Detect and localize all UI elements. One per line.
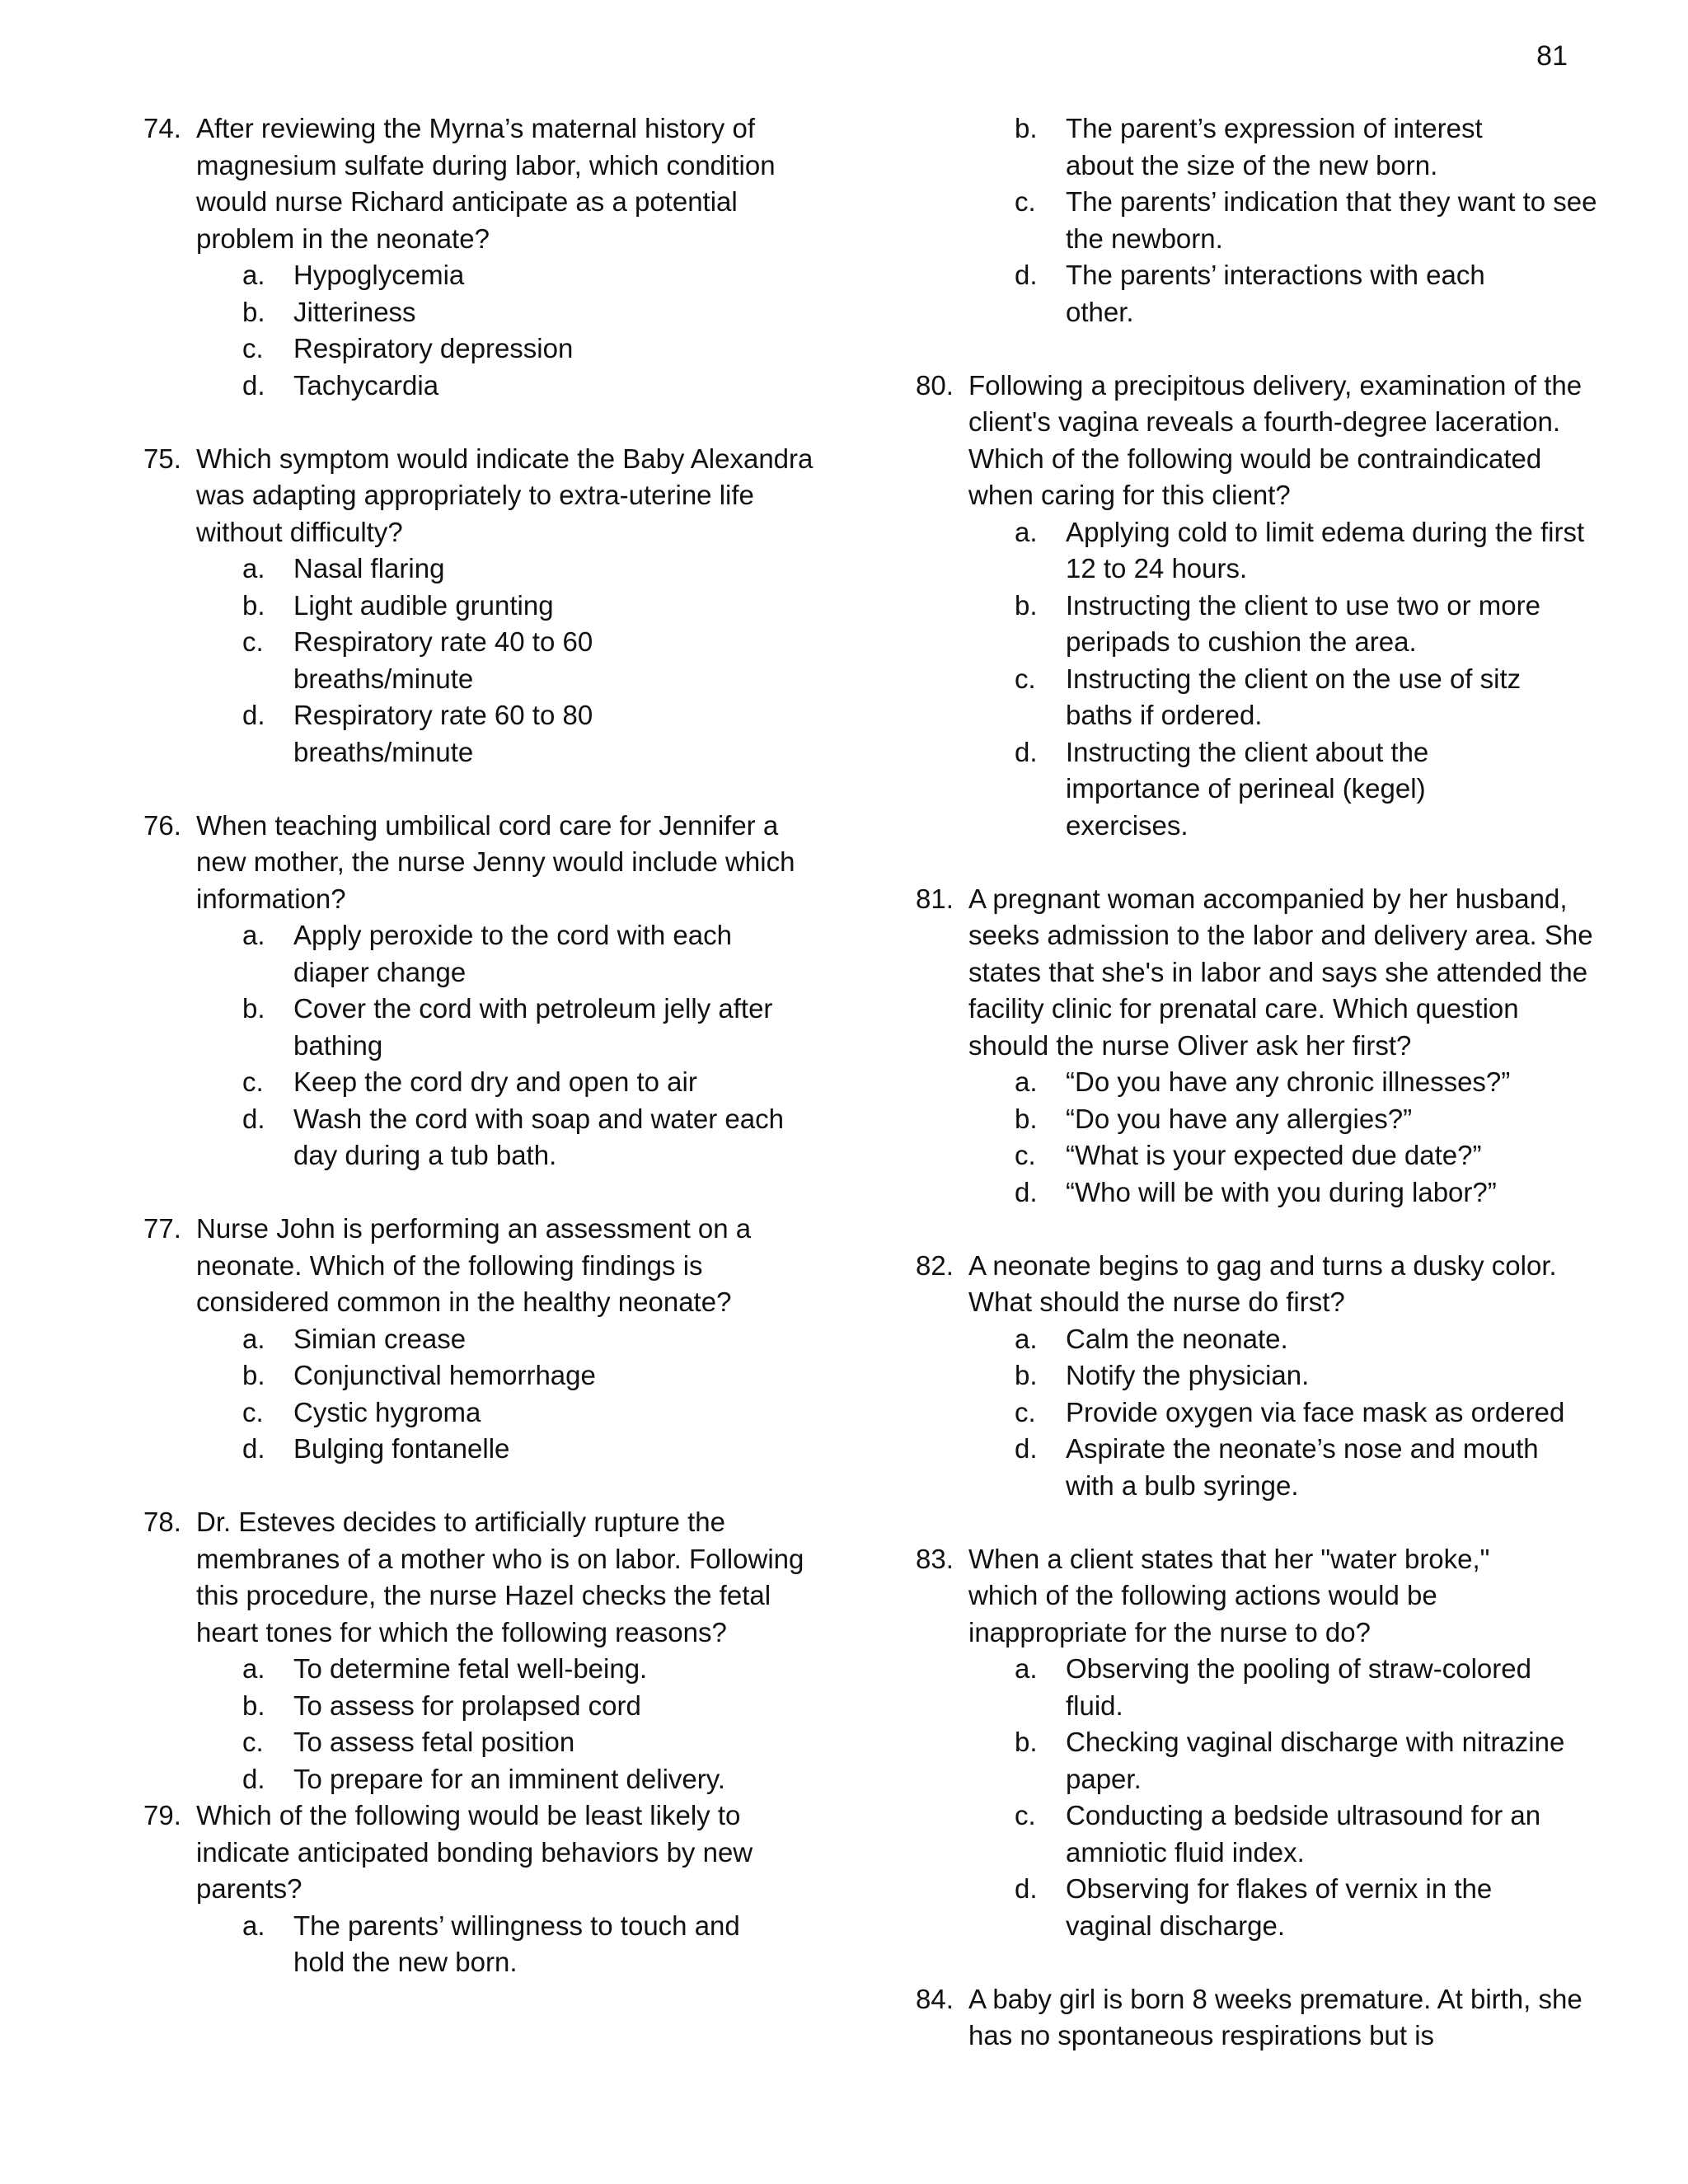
question-number: 82. — [916, 1249, 954, 1281]
question-stem: Dr. Esteves decides to artificially rupture the membranes of a mother who is on labor. Following this procedure, the nurse Hazel checks the fetal heart tones for which the following reasons? — [196, 1507, 804, 1647]
option-letter: d. — [1015, 1873, 1038, 1904]
option-letter: d. — [242, 700, 265, 730]
option-b — [916, 588, 1608, 661]
question-stem: After reviewing the Myrna’s maternal history of magnesium sulfate during labor, which condition would nurse Richard anticipate as a potential problem in the neonate? — [196, 113, 776, 254]
option-letter: c. — [242, 1396, 264, 1427]
option-text: Hypoglycemia — [293, 260, 465, 290]
option-letter: b. — [242, 1360, 265, 1390]
option-letter: a. — [242, 920, 265, 950]
option-c — [916, 184, 1608, 257]
option-text: To assess for prolapsed cord — [293, 1690, 641, 1721]
option-text: The parents’ willingness to touch and hold the new born. — [293, 1910, 740, 1977]
option-letter: b. — [1015, 589, 1038, 621]
option-text: Respiratory rate 40 to 60 breaths/minute — [293, 626, 593, 694]
question-79 — [143, 1797, 836, 1981]
question-stem: A baby girl is born 8 weeks premature. At birth, she has no spontaneous respirations but is — [968, 1983, 1582, 2050]
option-text: Calm the neonate. — [1066, 1323, 1288, 1354]
option-list — [143, 257, 836, 404]
question-82 — [916, 1248, 1608, 1505]
option-b — [143, 588, 836, 625]
option-letter: b. — [1015, 1103, 1038, 1134]
option-letter: c. — [1015, 663, 1036, 694]
option-list — [143, 551, 836, 771]
option-letter: a. — [242, 1323, 265, 1354]
question-83 — [916, 1541, 1608, 1945]
option-c — [143, 624, 836, 697]
question-stem: A pregnant woman accompanied by her husband, seeks admission to the labor and delivery area. She states that she's in labor and says she attended the facility clinic for prenatal care. Which question should the nurse Oliver ask her first? — [968, 883, 1593, 1061]
option-letter: b. — [1015, 1727, 1038, 1757]
option-letter: a. — [1015, 516, 1038, 547]
option-text: Bulging fontanelle — [293, 1433, 510, 1464]
option-d — [143, 697, 836, 771]
option-d — [916, 1431, 1608, 1504]
question-80 — [916, 368, 1608, 845]
option-d — [143, 1101, 836, 1174]
right-column — [916, 110, 1608, 2055]
option-text: Cover the cord with petroleum jelly after bathing — [293, 993, 773, 1061]
option-text: Conjunctival hemorrhage — [293, 1360, 596, 1390]
option-text: To determine fetal well-being. — [293, 1653, 648, 1684]
option-list — [916, 1064, 1608, 1211]
option-text: Provide oxygen via face mask as ordered — [1066, 1396, 1565, 1427]
option-text: Respiratory rate 60 to 80 breaths/minute — [293, 700, 593, 767]
option-a — [143, 1651, 836, 1688]
option-letter: c. — [242, 1727, 264, 1757]
option-letter: c. — [1015, 186, 1036, 217]
option-c — [916, 1797, 1608, 1871]
option-letter: d. — [1015, 736, 1038, 767]
option-text: Wash the cord with soap and water each day during a tub bath. — [293, 1103, 784, 1170]
option-text: The parents’ interactions with each other. — [1066, 260, 1485, 327]
option-letter: c. — [242, 333, 264, 363]
option-b — [143, 1357, 836, 1394]
option-letter: b. — [242, 589, 265, 621]
question-75 — [143, 441, 836, 771]
option-c — [143, 1724, 836, 1761]
option-d — [143, 1761, 836, 1798]
option-d — [143, 368, 836, 405]
option-letter: c. — [242, 1066, 264, 1097]
option-letter: a. — [242, 1910, 265, 1941]
option-d — [916, 1174, 1608, 1212]
option-text: “Do you have any chronic illnesses?” — [1066, 1066, 1511, 1097]
option-text: Instructing the client about the importance of perineal (kegel) exercises. — [1066, 736, 1429, 841]
option-text: Conducting a bedside ultrasound for an amniotic fluid index. — [1066, 1800, 1541, 1868]
option-letter: c. — [1015, 1396, 1036, 1427]
option-letter: b. — [242, 993, 265, 1024]
option-text: Apply peroxide to the cord with each diaper change — [293, 920, 732, 987]
option-letter: b. — [242, 296, 265, 327]
option-text: To prepare for an imminent delivery. — [293, 1763, 725, 1794]
option-text: Notify the physician. — [1066, 1360, 1310, 1390]
question-stem: A neonate begins to gag and turns a dusky color. What should the nurse do first? — [968, 1249, 1557, 1317]
question-stem: Following a precipitous delivery, examination of the client's vagina reveals a fourth-degree laceration. Which of the following would be contraindicated when caring for this client? — [968, 369, 1582, 510]
option-text: “What is your expected due date?” — [1066, 1140, 1482, 1170]
option-list — [916, 1651, 1608, 1944]
question-number: 84. — [916, 1983, 954, 2014]
option-c — [916, 661, 1608, 734]
option-b — [916, 1724, 1608, 1797]
option-letter: a. — [1015, 1066, 1038, 1097]
question-number: 79. — [143, 1800, 181, 1830]
option-text: Light audible grunting — [293, 589, 554, 621]
option-a — [916, 1651, 1608, 1724]
question-79-continued — [916, 110, 1608, 330]
question-number: 75. — [143, 443, 181, 474]
option-text: Applying cold to limit edema during the first 12 to 24 hours. — [1066, 516, 1585, 583]
option-list — [916, 1321, 1608, 1505]
option-text: To assess fetal position — [293, 1727, 575, 1757]
option-text: Nasal flaring — [293, 553, 445, 583]
option-letter: d. — [1015, 1433, 1038, 1464]
option-text: Simian crease — [293, 1323, 467, 1354]
question-stem: Which of the following would be least likely to indicate anticipated bonding behaviors by new parents? — [196, 1800, 753, 1904]
option-list — [143, 1321, 836, 1468]
option-letter: c. — [242, 626, 264, 657]
option-letter: d. — [1015, 1176, 1038, 1207]
option-d — [143, 1431, 836, 1468]
question-84 — [916, 1981, 1608, 2055]
option-letter: a. — [1015, 1653, 1038, 1684]
option-text: The parent’s expression of interest about the size of the new born. — [1066, 113, 1483, 180]
option-a — [143, 551, 836, 588]
option-a — [143, 1321, 836, 1358]
option-letter: d. — [242, 1433, 265, 1464]
option-a — [916, 1321, 1608, 1358]
option-b — [143, 991, 836, 1064]
option-text: “Do you have any allergies?” — [1066, 1103, 1413, 1134]
option-d — [916, 1871, 1608, 1944]
option-letter: a. — [1015, 1323, 1038, 1354]
option-text: Cystic hygroma — [293, 1396, 481, 1427]
option-text: “Who will be with you during labor?” — [1066, 1176, 1497, 1207]
question-number: 78. — [143, 1507, 181, 1537]
option-a — [916, 1064, 1608, 1101]
question-77 — [143, 1211, 836, 1468]
option-text: Tachycardia — [293, 369, 439, 401]
option-text: Checking vaginal discharge with nitrazine paper. — [1066, 1727, 1565, 1794]
option-text: Instructing the client to use two or more peripads to cushion the area. — [1066, 589, 1540, 657]
option-c — [916, 1394, 1608, 1432]
option-list — [916, 514, 1608, 845]
option-b — [916, 1101, 1608, 1138]
question-stem: Nurse John is performing an assessment on a neonate. Which of the following findings is considered common in the healthy neonate? — [196, 1213, 752, 1317]
option-c — [143, 1394, 836, 1432]
page-number: 81 — [1536, 40, 1568, 72]
option-text: Observing for flakes of vernix in the vaginal discharge. — [1066, 1873, 1493, 1941]
option-text: Respiratory depression — [293, 333, 574, 363]
option-text: Jitteriness — [293, 296, 416, 327]
question-74 — [143, 110, 836, 404]
option-a — [143, 257, 836, 294]
question-number: 81. — [916, 883, 954, 914]
option-letter: b. — [242, 1690, 265, 1721]
option-letter: b. — [1015, 113, 1038, 143]
option-text: Aspirate the neonate’s nose and mouth with a bulb syringe. — [1066, 1433, 1539, 1501]
option-c — [143, 1064, 836, 1101]
option-list — [916, 110, 1608, 330]
option-list — [143, 1651, 836, 1797]
option-letter: a. — [242, 553, 265, 583]
question-stem: When a client states that her "water broke," which of the following actions would be inappropriate for the nurse to do? — [968, 1543, 1490, 1647]
option-list — [143, 917, 836, 1174]
option-letter: c. — [1015, 1140, 1036, 1170]
option-b — [143, 1688, 836, 1725]
option-b — [143, 294, 836, 331]
option-a — [143, 917, 836, 991]
option-letter: d. — [242, 369, 265, 401]
left-column — [143, 110, 836, 2018]
option-letter: d. — [1015, 260, 1038, 290]
option-letter: d. — [242, 1103, 265, 1134]
option-d — [916, 257, 1608, 330]
option-letter: d. — [242, 1763, 265, 1794]
option-text: Observing the pooling of straw-colored fluid. — [1066, 1653, 1531, 1721]
option-d — [916, 734, 1608, 845]
option-list — [143, 1908, 836, 1981]
option-a — [916, 514, 1608, 588]
question-number: 74. — [143, 113, 181, 143]
option-letter: c. — [1015, 1800, 1036, 1830]
option-b — [916, 110, 1608, 184]
option-a — [143, 1908, 836, 1981]
question-number: 83. — [916, 1543, 954, 1574]
question-81 — [916, 881, 1608, 1212]
question-number: 77. — [143, 1213, 181, 1244]
option-c — [143, 330, 836, 368]
question-stem: When teaching umbilical cord care for Jennifer a new mother, the nurse Jenny would include which information? — [196, 809, 795, 914]
question-stem: Which symptom would indicate the Baby Alexandra was adapting appropriately to extra-uterine life without difficulty? — [196, 443, 814, 547]
question-number: 80. — [916, 369, 954, 401]
question-number: 76. — [143, 809, 181, 841]
option-c — [916, 1137, 1608, 1174]
option-letter: a. — [242, 260, 265, 290]
option-letter: b. — [1015, 1360, 1038, 1390]
option-letter: a. — [242, 1653, 265, 1684]
option-b — [916, 1357, 1608, 1394]
question-76 — [143, 808, 836, 1174]
question-78 — [143, 1504, 836, 1797]
option-text: Keep the cord dry and open to air — [293, 1066, 697, 1097]
option-text: The parents’ indication that they want to see the newborn. — [1066, 186, 1597, 254]
option-text: Instructing the client on the use of sitz baths if ordered. — [1066, 663, 1522, 730]
